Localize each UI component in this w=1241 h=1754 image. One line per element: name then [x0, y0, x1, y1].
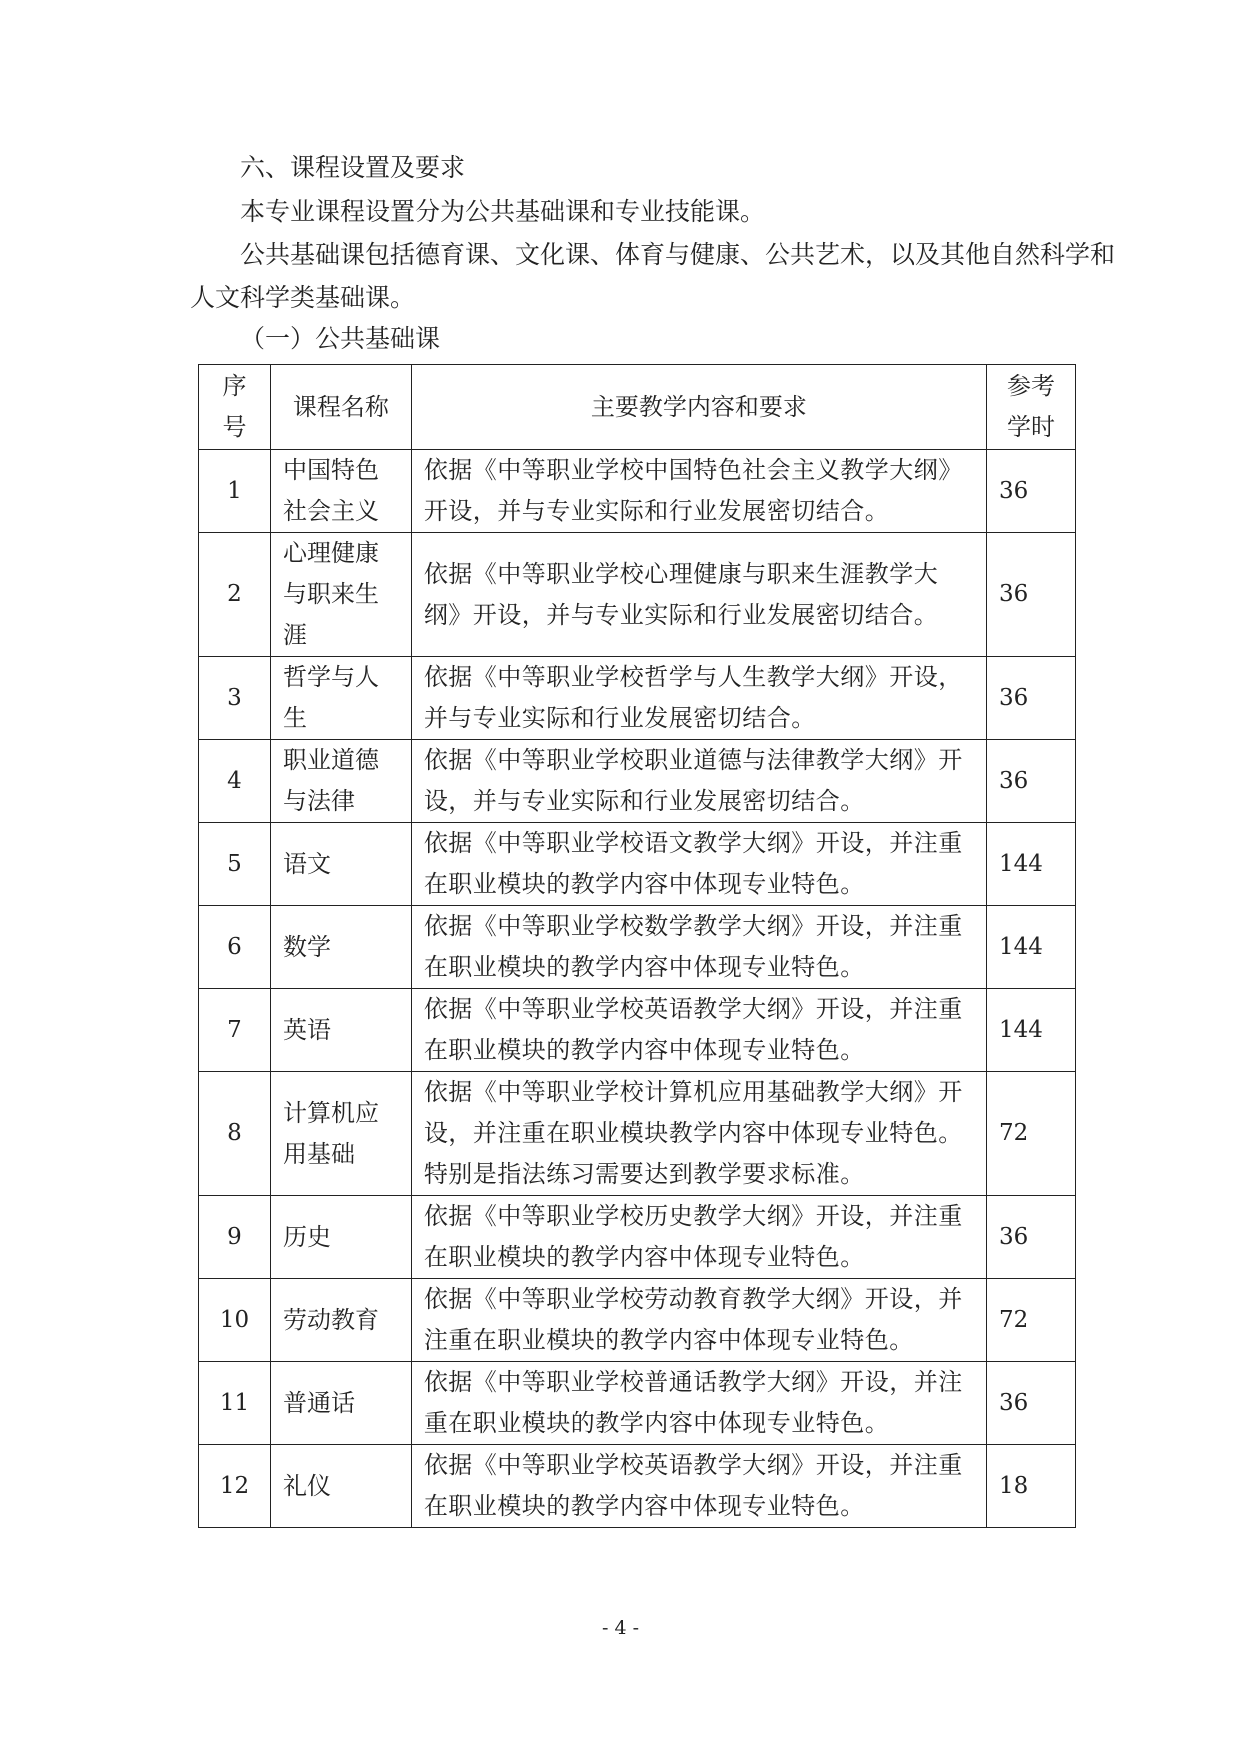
- row-no: 1: [199, 450, 271, 533]
- course-table: [198, 364, 1076, 1528]
- table-row: [199, 1072, 1076, 1196]
- row-hours: 36: [987, 450, 1076, 533]
- table-header-row: [199, 365, 1076, 450]
- row-no: 8: [199, 1072, 271, 1196]
- header-name: 课程名称: [270, 365, 411, 450]
- row-content: 依据《中等职业学校哲学与人生教学大纲》开设，并与专业实际和行业发展密切结合。: [411, 657, 986, 740]
- row-content: 依据《中等职业学校英语教学大纲》开设，并注重在职业模块的教学内容中体现专业特色。: [411, 989, 986, 1072]
- row-hours: 72: [987, 1279, 1076, 1362]
- row-course-name: 哲学与人生: [270, 657, 411, 740]
- row-content: 依据《中等职业学校心理健康与职来生涯教学大纲》开设，并与专业实际和行业发展密切结合。: [411, 533, 986, 657]
- row-course-name: 中国特色社会主义: [270, 450, 411, 533]
- row-hours: 144: [987, 989, 1076, 1072]
- row-no: 5: [199, 823, 271, 906]
- table-row: [199, 657, 1076, 740]
- table-row: [199, 1362, 1076, 1445]
- row-course-name: 礼仪: [270, 1445, 411, 1528]
- row-no: 3: [199, 657, 271, 740]
- row-no: 10: [199, 1279, 271, 1362]
- row-hours: 36: [987, 1362, 1076, 1445]
- row-course-name: 心理健康与职来生涯: [270, 533, 411, 657]
- row-course-name: 职业道德与法律: [270, 740, 411, 823]
- row-hours: 36: [987, 533, 1076, 657]
- row-content: 依据《中等职业学校计算机应用基础教学大纲》开设，并注重在职业模块教学内容中体现专业特色。特别是指法练习需要达到教学要求标准。: [411, 1072, 986, 1196]
- intro-paragraph: 本专业课程设置分为公共基础课和专业技能课。: [240, 197, 766, 226]
- header-no: 序号: [199, 365, 271, 450]
- row-content: 依据《中等职业学校职业道德与法律教学大纲》开设，并与专业实际和行业发展密切结合。: [411, 740, 986, 823]
- table-body: [199, 450, 1076, 1528]
- subsection-heading: （一）公共基础课: [240, 324, 441, 353]
- row-hours: 36: [987, 1196, 1076, 1279]
- table-row: [199, 989, 1076, 1072]
- header-hours: 参考学时: [987, 365, 1076, 450]
- row-hours: 72: [987, 1072, 1076, 1196]
- row-hours: 36: [987, 657, 1076, 740]
- row-course-name: 计算机应用基础: [270, 1072, 411, 1196]
- row-no: 12: [199, 1445, 271, 1528]
- table-row: [199, 450, 1076, 533]
- row-course-name: 劳动教育: [270, 1279, 411, 1362]
- public-course-description: 公共基础课包括德育课、文化课、体育与健康、公共艺术，以及其他自然科学和人文科学类基础课。: [190, 240, 1116, 312]
- table-row: [199, 533, 1076, 657]
- section-heading: 六、课程设置及要求: [240, 153, 466, 182]
- row-no: 11: [199, 1362, 271, 1445]
- row-content: 依据《中等职业学校中国特色社会主义教学大纲》开设，并与专业实际和行业发展密切结合。: [411, 450, 986, 533]
- row-content: 依据《中等职业学校历史教学大纲》开设，并注重在职业模块的教学内容中体现专业特色。: [411, 1196, 986, 1279]
- row-course-name: 普通话: [270, 1362, 411, 1445]
- row-hours: 144: [987, 906, 1076, 989]
- table-row: [199, 1196, 1076, 1279]
- table-row: [199, 906, 1076, 989]
- row-course-name: 历史: [270, 1196, 411, 1279]
- row-content: 依据《中等职业学校英语教学大纲》开设，并注重在职业模块的教学内容中体现专业特色。: [411, 1445, 986, 1528]
- table-row: [199, 823, 1076, 906]
- row-content: 依据《中等职业学校劳动教育教学大纲》开设，并注重在职业模块的教学内容中体现专业特色。: [411, 1279, 986, 1362]
- row-no: 6: [199, 906, 271, 989]
- row-no: 4: [199, 740, 271, 823]
- row-content: 依据《中等职业学校语文教学大纲》开设，并注重在职业模块的教学内容中体现专业特色。: [411, 823, 986, 906]
- row-no: 7: [199, 989, 271, 1072]
- header-content: 主要教学内容和要求: [411, 365, 986, 450]
- row-hours: 36: [987, 740, 1076, 823]
- row-hours: 18: [987, 1445, 1076, 1528]
- row-course-name: 英语: [270, 989, 411, 1072]
- table-row: [199, 1279, 1076, 1362]
- page-number: - 4 -: [601, 1617, 639, 1639]
- row-hours: 144: [987, 823, 1076, 906]
- row-course-name: 数学: [270, 906, 411, 989]
- table-row: [199, 740, 1076, 823]
- row-no: 9: [199, 1196, 271, 1279]
- table-row: [199, 1445, 1076, 1528]
- row-no: 2: [199, 533, 271, 657]
- row-course-name: 语文: [270, 823, 411, 906]
- row-content: 依据《中等职业学校数学教学大纲》开设，并注重在职业模块的教学内容中体现专业特色。: [411, 906, 986, 989]
- row-content: 依据《中等职业学校普通话教学大纲》开设，并注重在职业模块的教学内容中体现专业特色。: [411, 1362, 986, 1445]
